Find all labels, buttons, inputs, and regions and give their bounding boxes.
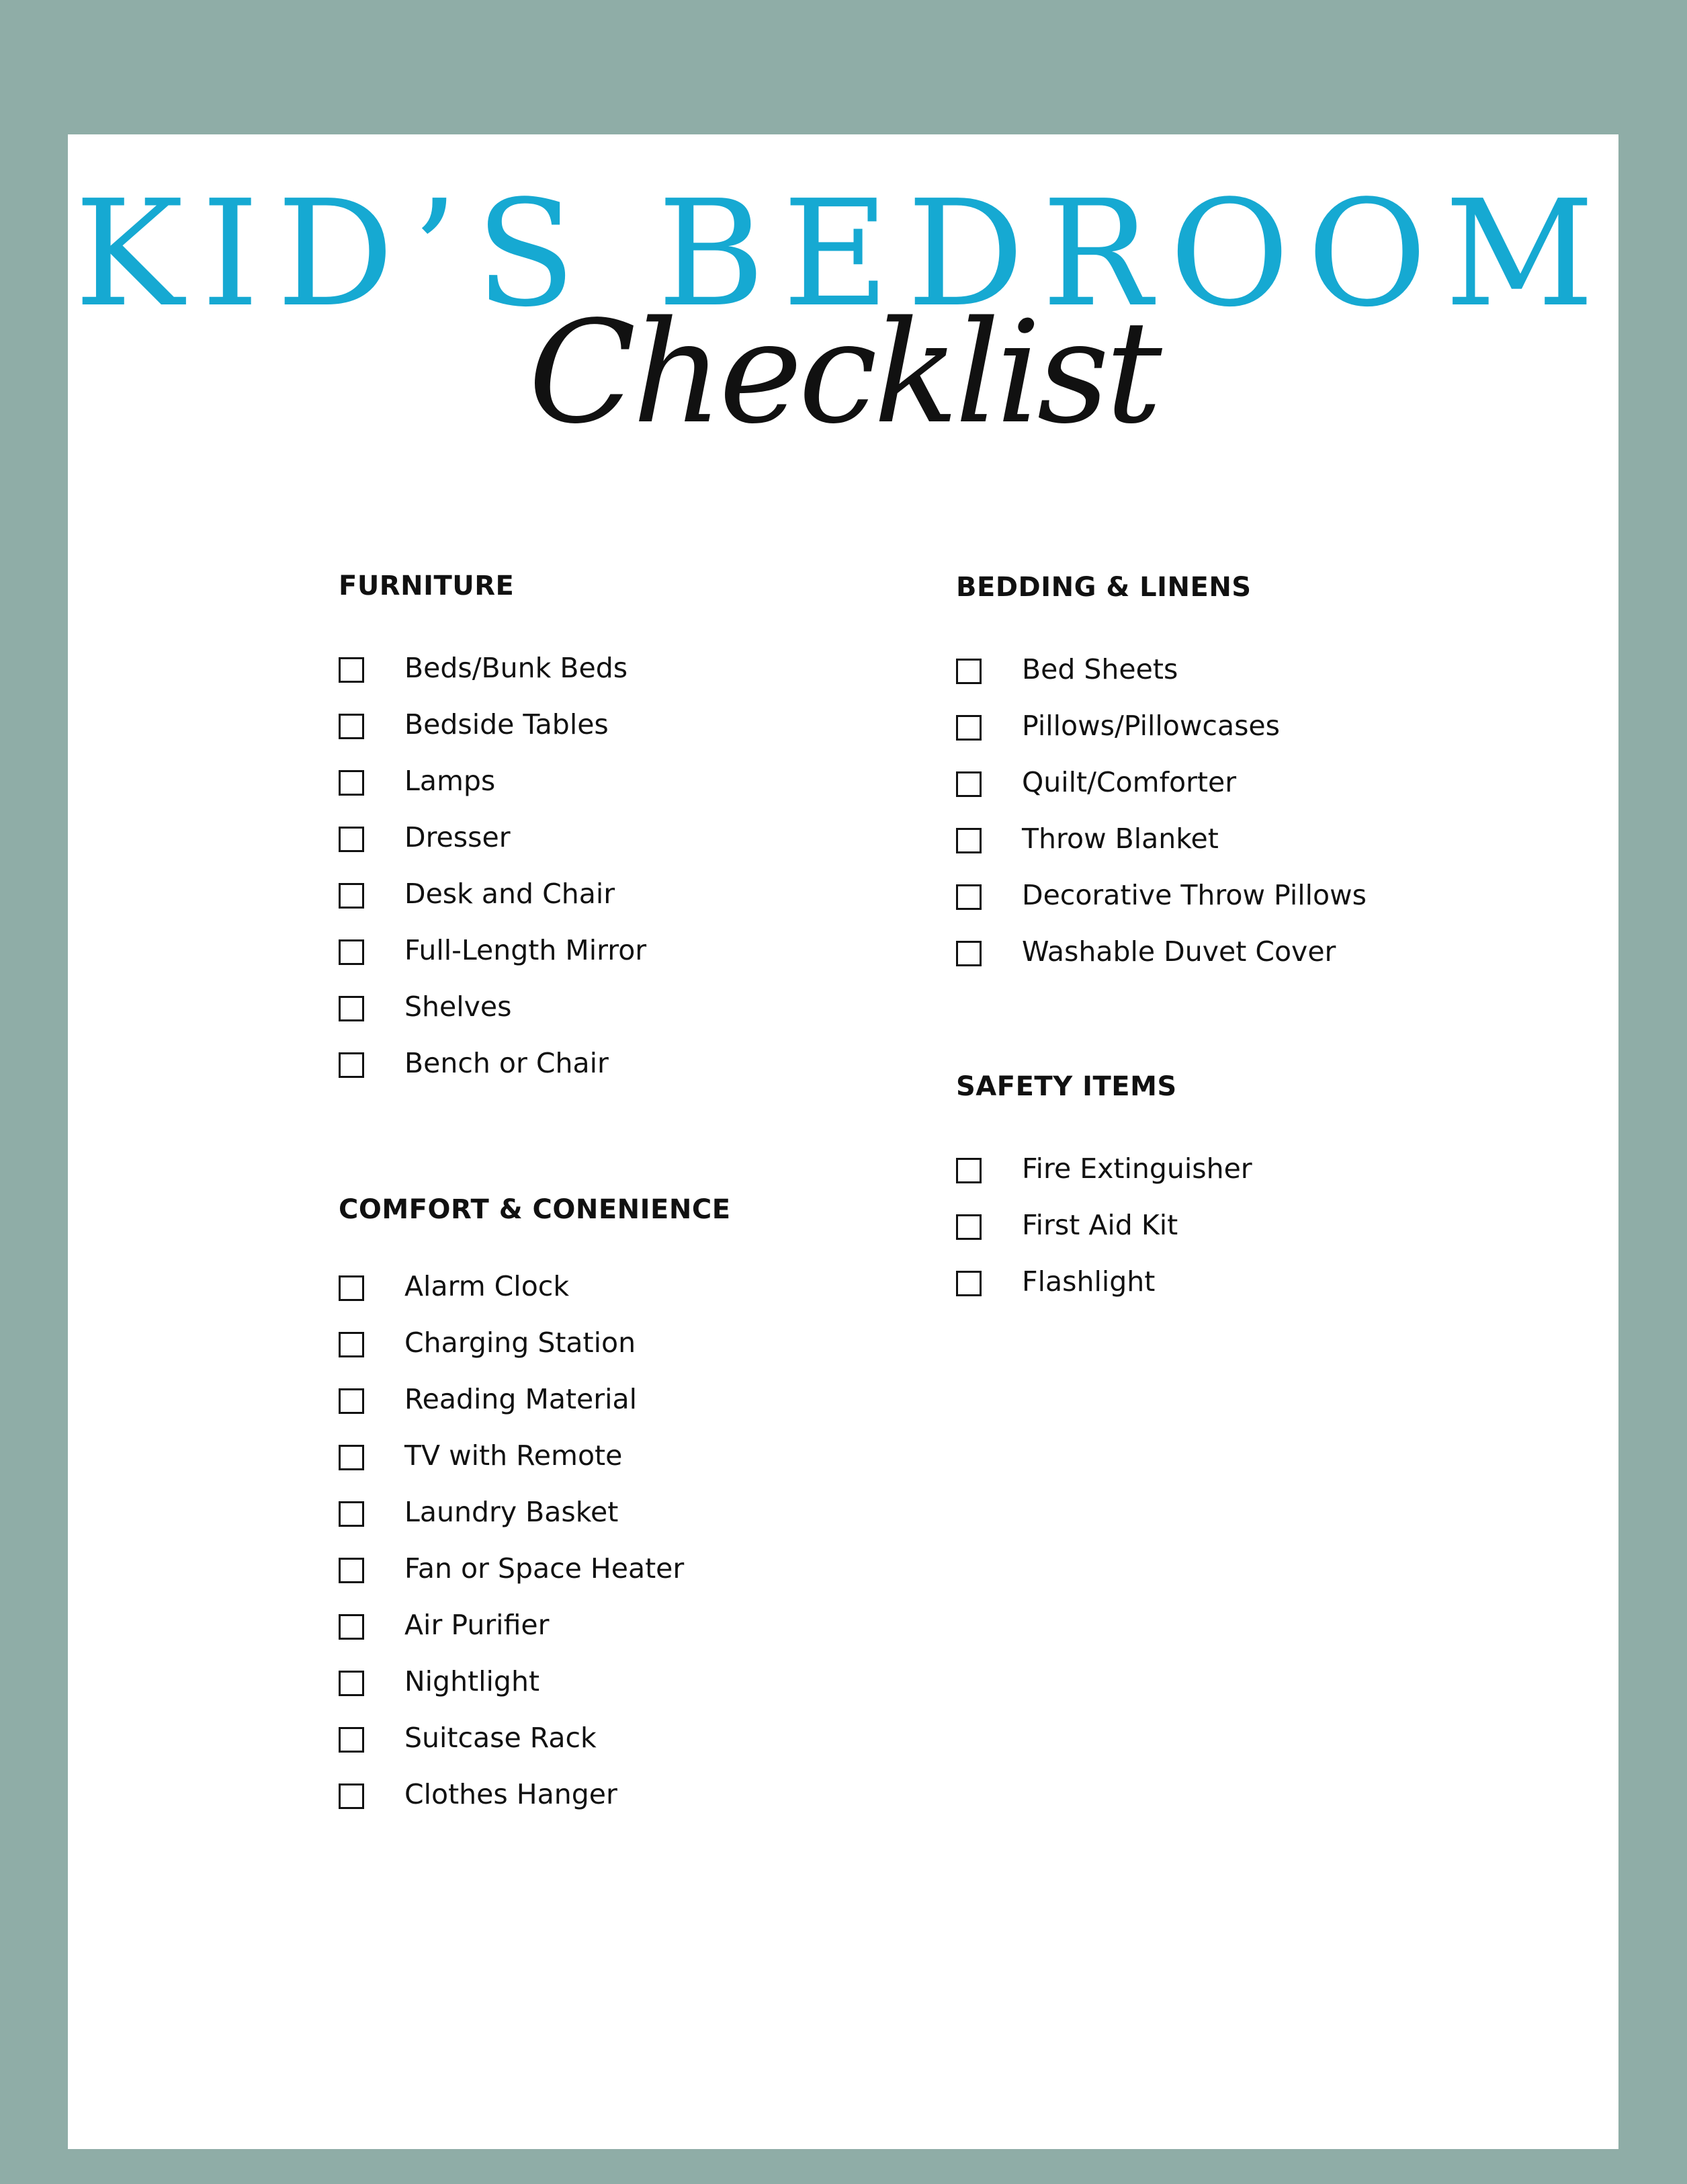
checkbox[interactable] [956, 659, 982, 684]
checklist-item [339, 1035, 646, 1091]
checklist-item [339, 1314, 731, 1371]
checklist-item [956, 810, 1367, 867]
checklist-item-label: Full-Length Mirror [404, 934, 647, 966]
checklist-item [339, 1597, 731, 1653]
checklist-item-label: Quilt/Comforter [1022, 766, 1237, 798]
checklist-item [339, 809, 646, 866]
checkbox[interactable] [339, 1388, 364, 1414]
section-bedding-linens [956, 574, 1367, 980]
checklist-item-label: TV with Remote [404, 1439, 623, 1472]
checklist-item-label: Suitcase Rack [404, 1722, 597, 1754]
checkbox[interactable] [956, 828, 982, 853]
checklist-item-label: Lamps [404, 765, 496, 797]
checkbox[interactable] [339, 1671, 364, 1696]
checkbox[interactable] [339, 1445, 364, 1470]
checkbox[interactable] [956, 884, 982, 910]
checklist-item-label: Washable Duvet Cover [1022, 935, 1336, 968]
checklist-item [339, 978, 646, 1035]
checklist-item-label: Decorative Throw Pillows [1022, 879, 1367, 911]
section-heading: BEDDING & LINENS [956, 572, 1252, 603]
checklist-item-label: Fire Extinguisher [1022, 1152, 1252, 1185]
checklist-item [339, 922, 646, 978]
checklist-item [339, 1258, 731, 1314]
page-title: KID’S BEDROOM [74, 169, 1612, 339]
checklist-item-label: Reading Material [404, 1383, 638, 1415]
checkbox[interactable] [339, 1501, 364, 1527]
checkbox[interactable] [339, 1052, 364, 1078]
checkbox[interactable] [339, 770, 364, 796]
section-heading: COMFORT & CONENIENCE [339, 1194, 731, 1225]
checklist-item-label: Beds/Bunk Beds [404, 652, 628, 684]
checkbox[interactable] [956, 771, 982, 797]
checklist-item [339, 1710, 731, 1766]
checklist-item [339, 696, 646, 753]
checklist-item-label: Dresser [404, 821, 511, 853]
checkbox[interactable] [339, 1783, 364, 1809]
checklist-item-label: First Aid Kit [1022, 1209, 1178, 1241]
checklist-page [68, 134, 1618, 2149]
checkbox[interactable] [956, 941, 982, 966]
checklist-item [339, 1766, 731, 1822]
checklist-item-label: Fan or Space Heater [404, 1552, 685, 1585]
checklist-item-label: Bed Sheets [1022, 653, 1178, 685]
checklist-item-label: Desk and Chair [404, 878, 615, 910]
section-furniture [339, 573, 646, 1091]
checklist-item-label: Nightlight [404, 1665, 540, 1697]
checklist-item [956, 754, 1367, 810]
checklist-item-label: Alarm Clock [404, 1270, 570, 1302]
checkbox[interactable] [339, 1558, 364, 1583]
checklist-item [339, 640, 646, 696]
checklist-item [956, 867, 1367, 923]
checklist-item-label: Pillows/Pillowcases [1022, 710, 1281, 742]
checklist-item-label: Throw Blanket [1022, 823, 1219, 855]
checklist-item [956, 1253, 1252, 1310]
checklist-item [339, 1371, 731, 1427]
checklist-item [339, 753, 646, 809]
checkbox[interactable] [339, 657, 364, 683]
checklist-item [339, 866, 646, 922]
checklist-item-label: Clothes Hanger [404, 1778, 617, 1810]
checkbox[interactable] [339, 1275, 364, 1301]
checklist-item [339, 1653, 731, 1710]
checklist-item-label: Air Purifier [404, 1609, 550, 1641]
checklist-item [956, 1197, 1252, 1253]
checklist-item-label: Shelves [404, 991, 512, 1023]
checklist-item-label: Flashlight [1022, 1265, 1156, 1298]
section-heading: FURNITURE [339, 571, 515, 601]
section-comfort-convenience [339, 1196, 731, 1822]
checklist-item [956, 1140, 1252, 1197]
checkbox[interactable] [339, 827, 364, 852]
checkbox[interactable] [339, 996, 364, 1021]
checklist-item [956, 923, 1367, 980]
checklist-item [339, 1540, 731, 1597]
checkbox[interactable] [956, 715, 982, 741]
checklist-item-label: Laundry Basket [404, 1496, 619, 1528]
section-heading: SAFETY ITEMS [956, 1071, 1177, 1102]
checkbox[interactable] [956, 1214, 982, 1240]
checkbox[interactable] [339, 939, 364, 965]
checklist-item [956, 641, 1367, 698]
page-subtitle-script: Checklist [528, 290, 1158, 455]
checklist-item [339, 1427, 731, 1484]
checklist-item [956, 698, 1367, 754]
section-safety-items [956, 1073, 1252, 1310]
checklist-item-label: Bench or Chair [404, 1047, 609, 1079]
checkbox[interactable] [339, 1332, 364, 1357]
checkbox[interactable] [339, 1727, 364, 1753]
checklist-item-label: Bedside Tables [404, 708, 609, 741]
checkbox[interactable] [339, 714, 364, 739]
checkbox[interactable] [956, 1271, 982, 1296]
checklist-item-label: Charging Station [404, 1327, 636, 1359]
checkbox[interactable] [339, 1614, 364, 1640]
checkbox[interactable] [339, 883, 364, 909]
checklist-item [339, 1484, 731, 1540]
checkbox[interactable] [956, 1158, 982, 1183]
